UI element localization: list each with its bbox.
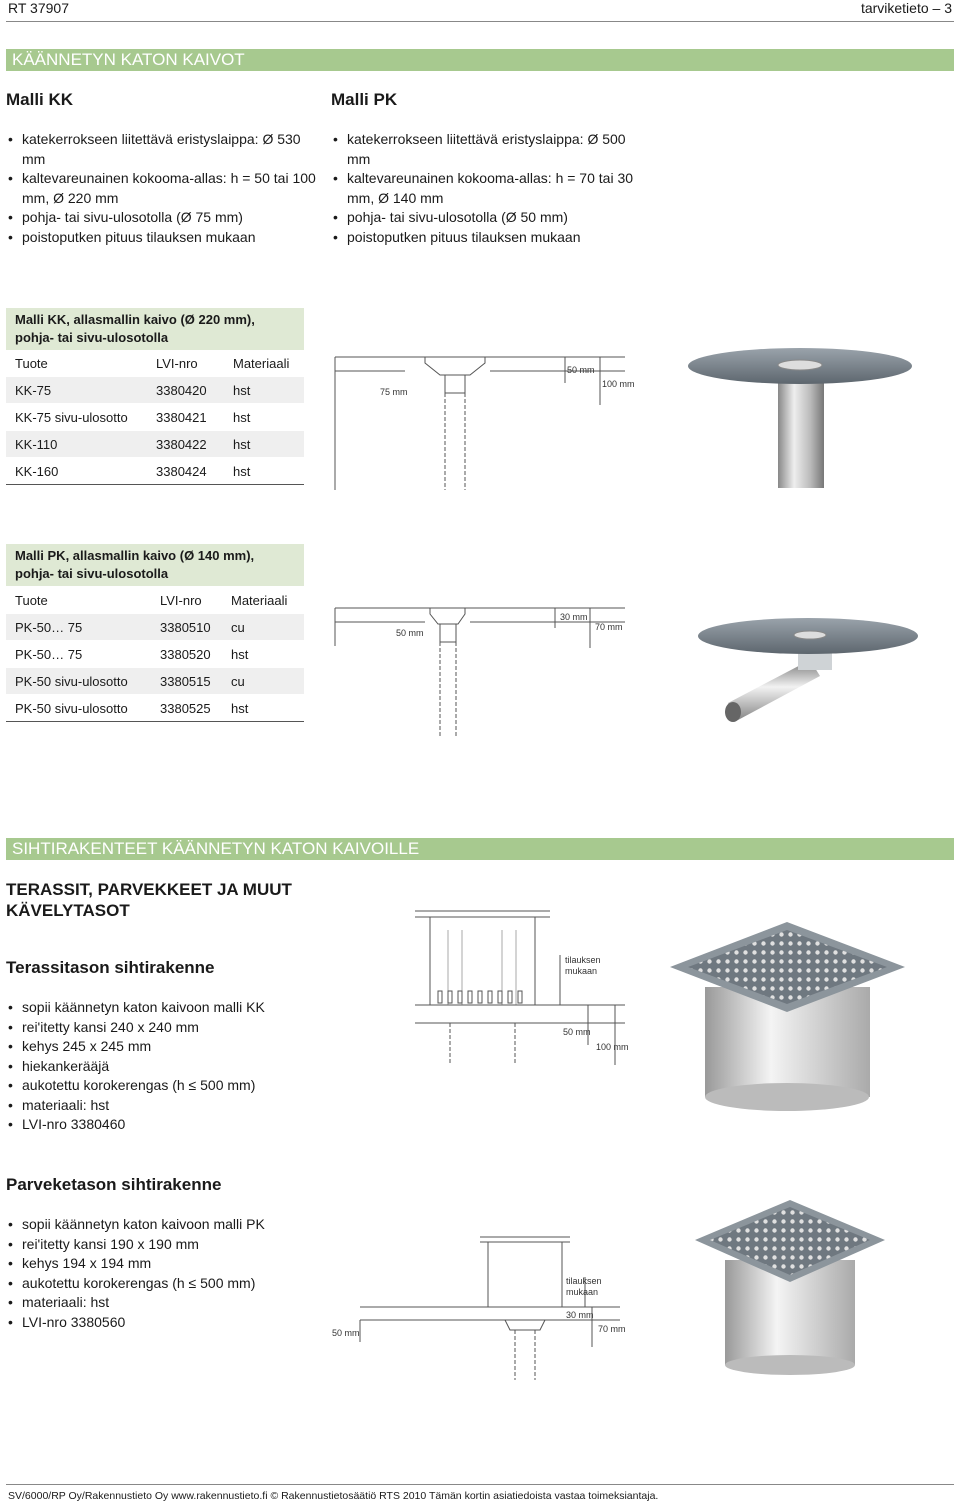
cell-material: hst xyxy=(224,377,304,404)
cell-lvi: 3380510 xyxy=(151,614,222,641)
table-row xyxy=(6,695,304,722)
list-item: • poistoputken pituus tilauksen mukaan xyxy=(331,228,641,248)
table-row xyxy=(6,668,304,695)
column-header: Materiaali xyxy=(222,587,304,614)
cell-product: KK-160 xyxy=(6,458,147,485)
cell-product: KK-75 sivu-ulosotto xyxy=(6,404,147,431)
ring-bottom xyxy=(725,1355,855,1375)
dim-label: tilauksen xyxy=(565,955,601,965)
list-item: • aukotettu korokerengas (h ≤ 500 mm) xyxy=(6,1274,326,1294)
list-item: • kehys 245 x 245 mm xyxy=(6,1037,326,1057)
table-pk-caption xyxy=(6,544,304,586)
list-item: • materiaali: hst xyxy=(6,1293,326,1313)
balcony-cross-section-drawing xyxy=(330,1232,630,1382)
cell-lvi: 3380421 xyxy=(147,404,224,431)
table-row xyxy=(6,641,304,668)
model-pk-bullets xyxy=(331,130,641,247)
drain-opening xyxy=(794,631,826,639)
cell-material: hst xyxy=(222,695,304,722)
list-item: • LVI-nro 3380560 xyxy=(6,1313,326,1333)
list-item: • sopii käännetyn katon kaivoon malli PK xyxy=(6,1215,326,1235)
cell-lvi: 3380520 xyxy=(151,641,222,668)
dim-label: tilauksen xyxy=(566,1276,602,1286)
terrace-grate-illustration xyxy=(660,912,920,1122)
kk-drain-illustration xyxy=(680,340,920,490)
cell-product: KK-110 xyxy=(6,431,147,458)
cell-lvi: 3380420 xyxy=(147,377,224,404)
pk-drain-illustration xyxy=(680,598,920,728)
section-title-kaivot: KÄÄNNETYN KATON KAIVOT xyxy=(6,49,954,71)
balcony-grate-illustration xyxy=(680,1190,900,1380)
list-item: • pohja- tai sivu-ulosotolla (Ø 75 mm) xyxy=(6,208,316,228)
cell-material: hst xyxy=(222,641,304,668)
cell-product: PK-50 sivu-ulosotto xyxy=(6,695,151,722)
cell-lvi: 3380525 xyxy=(151,695,222,722)
dim-label: 100 mm xyxy=(596,1042,629,1052)
table-row xyxy=(6,377,304,404)
list-item: • materiaali: hst xyxy=(6,1096,326,1116)
model-kk-bullets xyxy=(6,130,316,247)
cell-product: PK-50… 75 xyxy=(6,614,151,641)
balcony-bullets xyxy=(6,1215,326,1332)
list-item: • katekerrokseen liitettävä eristyslaippa: Ø 500 mm xyxy=(331,130,641,169)
model-kk-title: Malli KK xyxy=(6,90,74,109)
list-item: • kaltevareunainen kokooma-allas: h = 50 tai 100 mm, Ø 220 mm xyxy=(6,169,316,208)
cell-material: cu xyxy=(222,614,304,641)
cell-lvi: 3380424 xyxy=(147,458,224,485)
caption-line: Malli PK, allasmallin kaivo (Ø 140 mm), xyxy=(15,548,255,563)
dim-label: 50 mm xyxy=(567,365,595,375)
list-item: • katekerrokseen liitettävä eristyslaippa: Ø 530 mm xyxy=(6,130,316,169)
caption-line: pohja- tai sivu-ulosotolla xyxy=(15,566,169,581)
subheading-terassit xyxy=(6,879,292,921)
ring-bottom xyxy=(705,1083,869,1111)
dim-label: 50 mm xyxy=(396,628,424,638)
list-item: • pohja- tai sivu-ulosotolla (Ø 50 mm) xyxy=(331,208,641,228)
list-item: • sopii käännetyn katon kaivoon malli KK xyxy=(6,998,326,1018)
dim-label: 100 mm xyxy=(602,379,635,389)
pk-cross-section-drawing xyxy=(330,598,630,738)
list-item: • poistoputken pituus tilauksen mukaan xyxy=(6,228,316,248)
terrace-title: Terassitason sihtirakenne xyxy=(6,958,215,977)
dim-label: 70 mm xyxy=(595,622,623,632)
table-header-row xyxy=(6,587,304,614)
dim-label: 70 mm xyxy=(598,1324,626,1334)
kk-cross-section-drawing xyxy=(330,345,635,495)
cell-lvi: 3380515 xyxy=(151,668,222,695)
cell-product: PK-50 sivu-ulosotto xyxy=(6,668,151,695)
table-row xyxy=(6,614,304,641)
dim-label: 30 mm xyxy=(560,612,588,622)
drain-opening xyxy=(778,360,822,370)
cell-material: hst xyxy=(224,404,304,431)
table-kk-caption xyxy=(6,308,304,350)
table-header-row xyxy=(6,350,304,377)
footer-text: SV/6000/RP Oy/Rakennustieto Oy www.rakennustieto.fi © Rakennustietosäätiö RTS 2010 Tämän kortin asiatiedoista vastaa toimeksiantaja. xyxy=(8,1490,659,1502)
subheading-line: TERASSIT, PARVEKKEET JA MUUT xyxy=(6,880,292,899)
dim-label: 30 mm xyxy=(566,1310,594,1320)
cell-material: hst xyxy=(224,431,304,458)
column-header: LVI-nro xyxy=(151,587,222,614)
column-header: Tuote xyxy=(6,587,151,614)
document-code: RT 37907 xyxy=(8,0,69,16)
list-item: • rei'itetty kansi 240 x 240 mm xyxy=(6,1018,326,1038)
list-item: • aukotettu korokerengas (h ≤ 500 mm) xyxy=(6,1076,326,1096)
terrace-bullets xyxy=(6,998,326,1135)
column-header: Tuote xyxy=(6,350,147,377)
cell-material: cu xyxy=(222,668,304,695)
list-item: • hiekankerääjä xyxy=(6,1057,326,1077)
table-row xyxy=(6,431,304,458)
section-title-sihtirakenteet: SIHTIRAKENTEET KÄÄNNETYN KATON KAIVOILLE xyxy=(6,838,954,860)
table-kk xyxy=(6,350,304,485)
table-row xyxy=(6,404,304,431)
dim-label: 50 mm xyxy=(563,1027,591,1037)
table-row xyxy=(6,458,304,485)
cell-product: PK-50… 75 xyxy=(6,641,151,668)
list-item: • kehys 194 x 194 mm xyxy=(6,1254,326,1274)
list-item: • kaltevareunainen kokooma-allas: h = 70 tai 30 mm, Ø 140 mm xyxy=(331,169,641,208)
dim-label: 50 mm xyxy=(332,1328,360,1338)
dim-label: 75 mm xyxy=(380,387,408,397)
model-pk-title: Malli PK xyxy=(331,90,398,109)
header-rule xyxy=(6,21,954,22)
outlet-opening xyxy=(725,702,741,722)
cell-lvi: 3380422 xyxy=(147,431,224,458)
subheading-line: KÄVELYTASOT xyxy=(6,901,130,920)
page-label: tarviketieto – 3 xyxy=(860,0,952,16)
cell-material: hst xyxy=(224,458,304,485)
dim-label: mukaan xyxy=(566,1287,599,1297)
balcony-title: Parveketason sihtirakenne xyxy=(6,1175,222,1194)
footer-rule xyxy=(6,1484,954,1485)
caption-line: Malli KK, allasmallin kaivo (Ø 220 mm), xyxy=(15,312,255,327)
terrace-cross-section-drawing xyxy=(410,905,640,1065)
dim-label: mukaan xyxy=(565,966,598,976)
caption-line: pohja- tai sivu-ulosotolla xyxy=(15,330,169,345)
column-header: LVI-nro xyxy=(147,350,224,377)
cell-product: KK-75 xyxy=(6,377,147,404)
column-header: Materiaali xyxy=(224,350,304,377)
list-item: • rei'itetty kansi 190 x 190 mm xyxy=(6,1235,326,1255)
list-item: • LVI-nro 3380460 xyxy=(6,1115,326,1135)
drain-pipe xyxy=(778,370,824,488)
table-pk xyxy=(6,587,304,722)
